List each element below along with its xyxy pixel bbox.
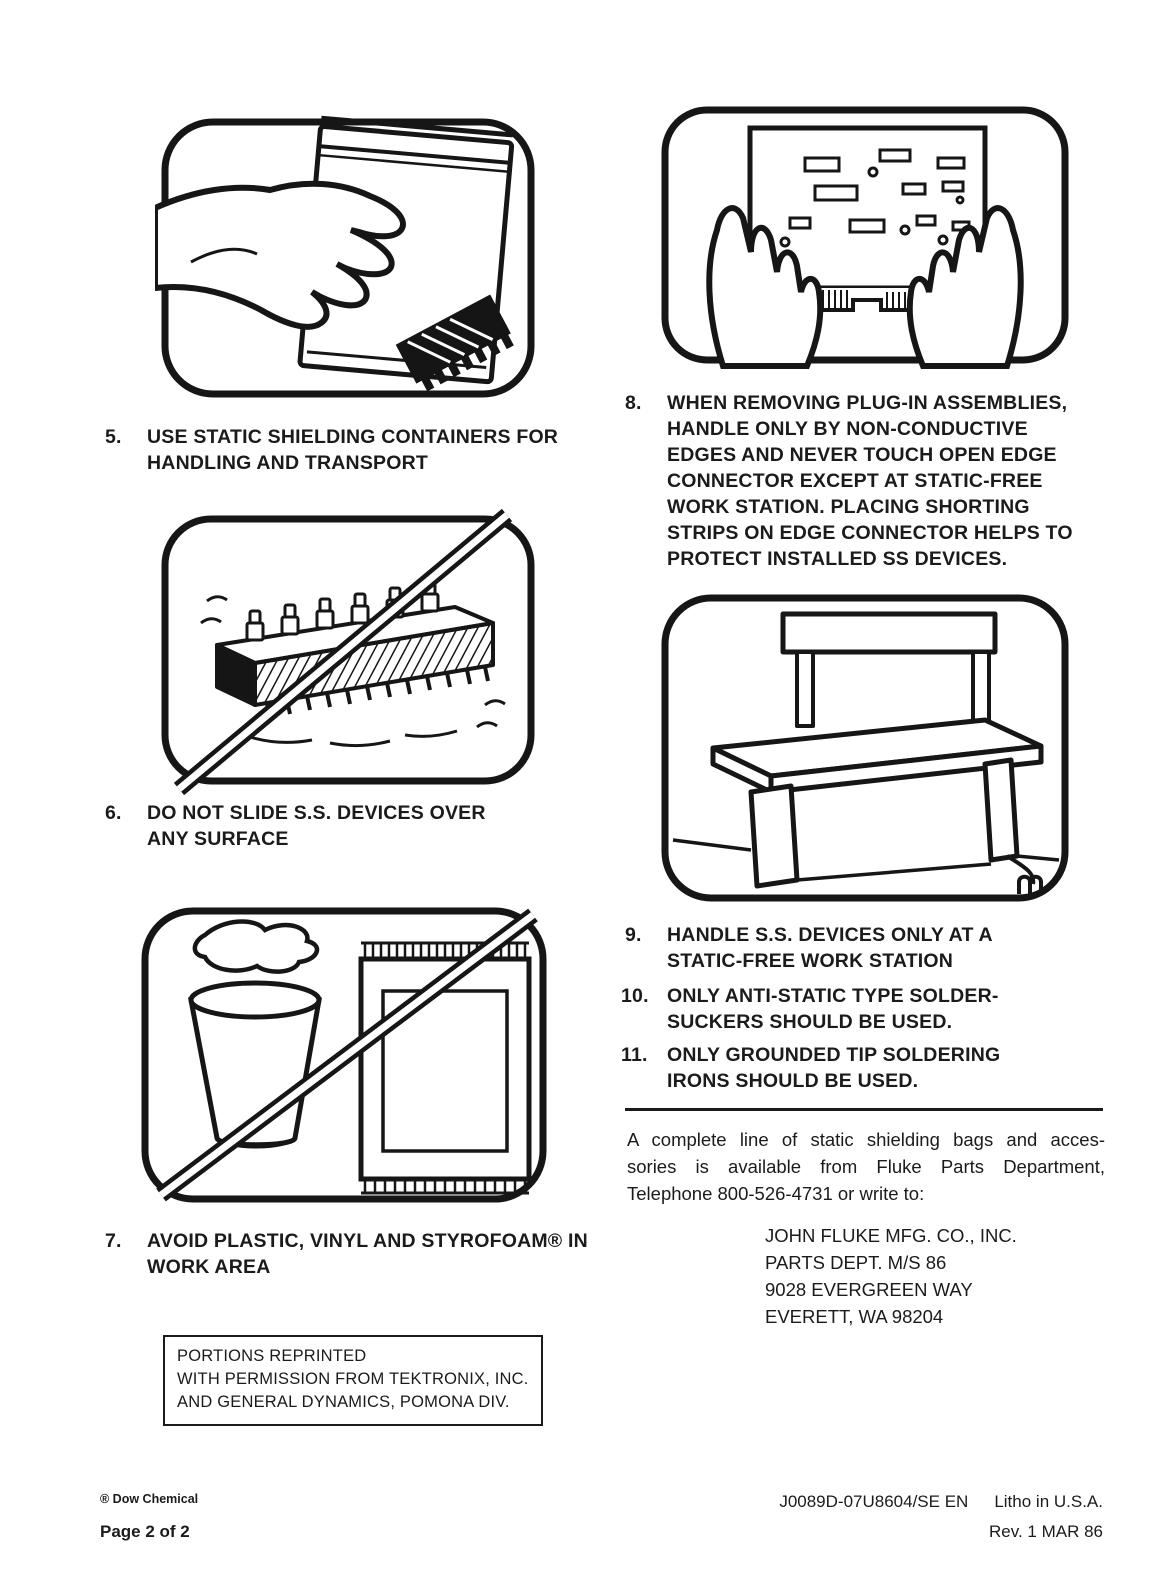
pcb-handling-illustration (655, 100, 1075, 370)
notice-line: PORTIONS REPRINTED (177, 1347, 367, 1365)
item-text: HANDLE S.S. DEVICES ONLY AT A STATIC-FREE WORK STATION (667, 924, 993, 972)
work-station-drawing (655, 588, 1075, 908)
list-item-6 (105, 800, 535, 852)
item-number: 10. (621, 985, 649, 1007)
list-item-5 (105, 424, 563, 476)
revision: Rev. 1 MAR 86 (988, 1522, 1103, 1541)
avoid-plastic-drawing (135, 895, 555, 1215)
address-line: JOHN FLUKE MFG. CO., INC. (765, 1225, 1017, 1246)
address-block (765, 1222, 1105, 1330)
item-number: 7. (105, 1230, 122, 1252)
item-text: ONLY ANTI-STATIC TYPE SOLDER-SUCKERS SHOULD BE USED. (667, 985, 999, 1033)
item-number: 9. (625, 924, 642, 946)
item-text: AVOID PLASTIC, VINYL AND STYROFOAM® IN WORK AREA (147, 1230, 588, 1278)
contact-line: Telephone 800-526-4731 or write to: (627, 1183, 925, 1204)
section-divider (625, 1108, 1103, 1111)
do-not-slide-drawing (155, 505, 545, 795)
static-shielding-bag-drawing (155, 112, 545, 412)
list-item-10 (621, 983, 1053, 1035)
item-text: WHEN REMOVING PLUG-IN ASSEMBLIES, HANDLE ONLY BY NON-CONDUCTIVE EDGES AND NEVER TOUCH OPEN EDGE CONNECTOR EXCEPT AT STATIC-FREE WORK STATION. PLACING SHORTING STRIPS ON EDGE CONNECTOR HELPS TO PROTECT INSTALLED SS DEVICES. (667, 392, 1073, 570)
pcb-handling-drawing (655, 100, 1075, 370)
item-number: 6. (105, 802, 122, 824)
notice-line: AND GENERAL DYNAMICS, POMONA DIV. (177, 1393, 510, 1411)
page-number: Page 2 of 2 (100, 1522, 190, 1541)
doc-number-line (625, 1492, 1103, 1512)
item-number: 5. (105, 426, 122, 448)
address-line: PARTS DEPT. M/S 86 (765, 1252, 947, 1273)
list-item-11 (621, 1042, 1063, 1094)
list-item-8 (625, 390, 1095, 572)
item-text: USE STATIC SHIELDING CONTAINERS FOR HANDLING AND TRANSPORT (147, 426, 559, 474)
contact-paragraph (627, 1126, 1105, 1207)
revision-line (625, 1522, 1103, 1542)
static-shielding-bag-illustration (155, 112, 545, 412)
address-line: EVERETT, WA 98204 (765, 1306, 944, 1327)
avoid-plastic-illustration (135, 895, 555, 1215)
work-station-illustration (655, 588, 1075, 908)
contact-line: A complete line of static shielding bags and acces- (627, 1129, 1105, 1150)
item-number: 8. (625, 392, 642, 414)
list-item-9 (625, 922, 1027, 974)
item-number: 11. (621, 1044, 648, 1066)
notice-line: WITH PERMISSION FROM TEKTRONIX, INC. (177, 1370, 529, 1388)
item-text: ONLY GROUNDED TIP SOLDERING IRONS SHOULD BE USED. (667, 1044, 1001, 1092)
list-item-7 (105, 1228, 601, 1280)
trademark-footnote: ® Dow Chemical (100, 1492, 199, 1506)
doc-number: J0089D-07U8604/SE EN (779, 1492, 969, 1511)
item-text: DO NOT SLIDE S.S. DEVICES OVER ANY SURFACE (147, 802, 486, 850)
contact-line: sories is available from Fluke Parts Department, (627, 1156, 1105, 1177)
reprint-permission-box (163, 1335, 543, 1426)
address-line: 9028 EVERGREEN WAY (765, 1279, 973, 1300)
do-not-slide-illustration (155, 505, 545, 795)
litho-note: Litho in U.S.A. (994, 1492, 1103, 1511)
